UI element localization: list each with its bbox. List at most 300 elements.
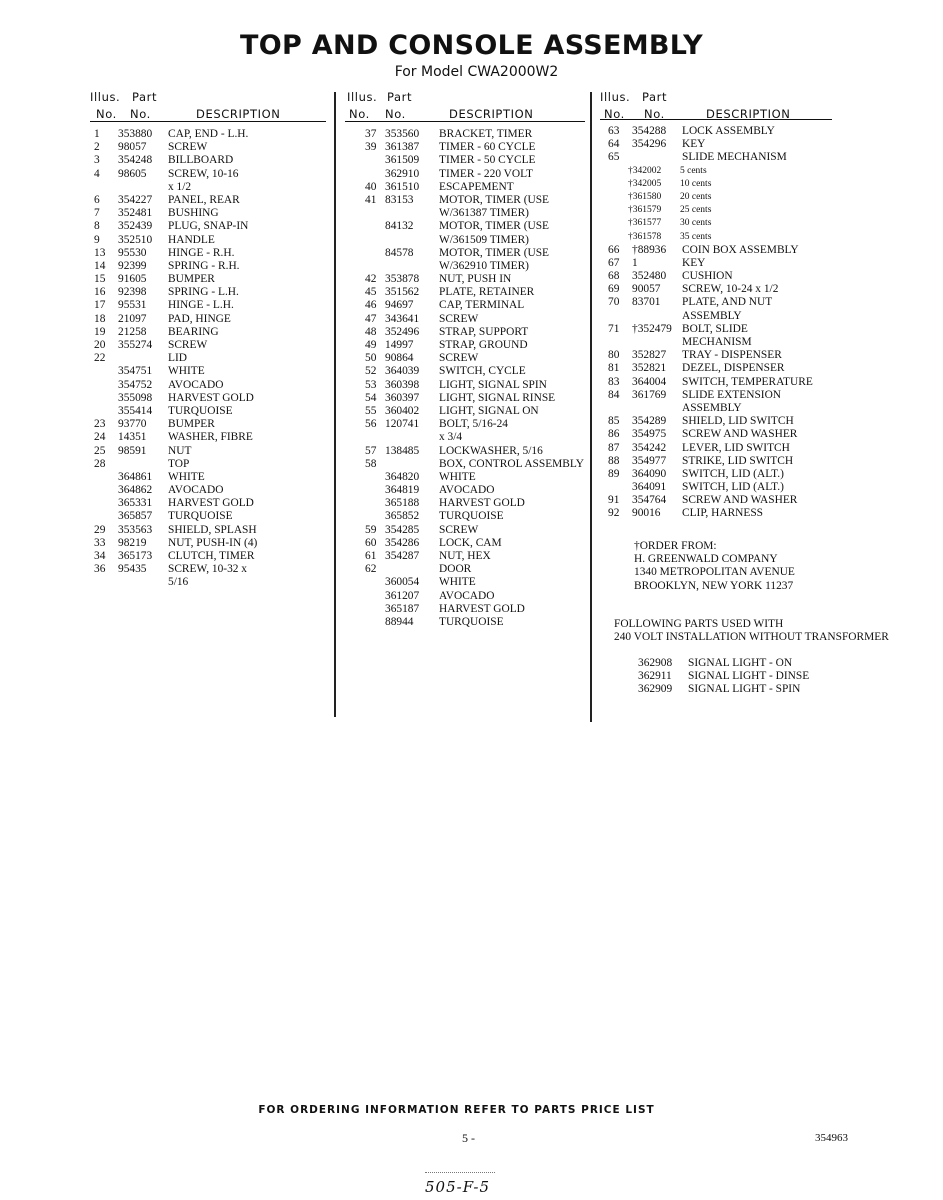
part-number: 90057 bbox=[632, 283, 661, 296]
part-description: LOCK ASSEMBLY bbox=[682, 125, 775, 137]
table-row bbox=[90, 260, 326, 273]
header-description: DESCRIPTION bbox=[196, 107, 281, 121]
handwritten-note: 505-F-5 bbox=[425, 1178, 491, 1196]
table-row bbox=[90, 181, 326, 194]
part-number: 98591 bbox=[118, 444, 147, 457]
part-description: AVOCADO bbox=[439, 589, 495, 602]
illus-number: 87 bbox=[608, 441, 620, 454]
table-row bbox=[600, 428, 840, 441]
table-row bbox=[345, 141, 585, 154]
part-number: 361207 bbox=[385, 589, 420, 602]
table-row bbox=[345, 194, 585, 207]
table-row bbox=[600, 231, 840, 244]
part-description: TIMER - 60 CYCLE bbox=[439, 141, 536, 154]
table-row bbox=[90, 445, 326, 458]
part-number: 361387 bbox=[385, 141, 420, 154]
part-description: BUMPER bbox=[168, 273, 215, 286]
table-row bbox=[600, 296, 840, 309]
part-number: †352479 bbox=[632, 322, 672, 335]
column-divider bbox=[334, 92, 336, 717]
parts-list-1 bbox=[90, 128, 326, 590]
part-description: SWITCH, CYCLE bbox=[439, 365, 526, 378]
parts-column-3 bbox=[600, 88, 840, 521]
part-description: SCREW bbox=[168, 141, 208, 154]
divider bbox=[425, 1172, 495, 1173]
table-row bbox=[90, 313, 326, 326]
table-row bbox=[345, 524, 585, 537]
column-header bbox=[90, 88, 326, 122]
part-description: WHITE bbox=[168, 470, 205, 483]
part-number: 21097 bbox=[118, 312, 147, 325]
part-number: 354975 bbox=[632, 428, 667, 441]
illus-number: 67 bbox=[608, 256, 620, 269]
part-description: NUT, PUSH IN bbox=[439, 273, 512, 286]
illus-number: 34 bbox=[94, 550, 106, 562]
illus-number: 57 bbox=[365, 444, 377, 457]
part-description: MECHANISM bbox=[682, 336, 752, 348]
illus-number: 37 bbox=[365, 128, 377, 140]
table-row bbox=[345, 207, 585, 220]
illus-number: 91 bbox=[608, 494, 620, 507]
table-row bbox=[600, 376, 840, 389]
table-row bbox=[345, 563, 585, 576]
part-description: NUT, HEX bbox=[439, 550, 491, 562]
illus-number: 42 bbox=[365, 273, 377, 286]
table-row bbox=[90, 352, 326, 365]
table-row bbox=[90, 392, 326, 405]
table-row bbox=[90, 207, 326, 220]
header-underline bbox=[600, 119, 832, 120]
part-number: 352481 bbox=[118, 207, 153, 220]
illus-number: 8 bbox=[94, 220, 100, 233]
table-row bbox=[90, 510, 326, 523]
table-row bbox=[600, 389, 840, 402]
table-row bbox=[90, 286, 326, 299]
part-description: BUSHING bbox=[168, 207, 219, 220]
part-description: NUT, PUSH-IN (4) bbox=[168, 536, 258, 549]
table-row bbox=[90, 550, 326, 563]
table-row bbox=[90, 576, 326, 589]
illus-number: 89 bbox=[608, 467, 620, 480]
table-row bbox=[600, 178, 840, 191]
part-number: 95530 bbox=[118, 246, 147, 259]
table-row bbox=[90, 365, 326, 378]
illus-number: 46 bbox=[365, 299, 377, 312]
part-number: 364861 bbox=[118, 470, 153, 483]
part-description: BILLBOARD bbox=[168, 154, 234, 167]
part-number: †361578 bbox=[628, 231, 662, 242]
model-subtitle: For Model CWA2000W2 bbox=[394, 64, 559, 80]
header-illus: Illus. bbox=[600, 90, 631, 104]
table-row bbox=[90, 194, 326, 207]
part-description: CAP, END - L.H. bbox=[168, 128, 249, 140]
table-row bbox=[90, 563, 326, 576]
part-description: SPRING - R.H. bbox=[168, 259, 240, 272]
part-description: TURQUOISE bbox=[439, 615, 504, 628]
part-number: 83153 bbox=[385, 193, 414, 206]
illus-number: 66 bbox=[608, 243, 620, 256]
table-row bbox=[600, 468, 840, 481]
part-description: BOLT, 5/16-24 bbox=[439, 418, 508, 431]
header-description: DESCRIPTION bbox=[706, 107, 791, 121]
part-number: 92398 bbox=[118, 286, 147, 299]
part-number: 14997 bbox=[385, 339, 414, 351]
table-row bbox=[600, 402, 840, 415]
part-description: AVOCADO bbox=[168, 484, 224, 497]
part-number: †361577 bbox=[628, 218, 662, 229]
ordering-footer: FOR ORDERING INFORMATION REFER TO PARTS PRICE LIST bbox=[258, 1104, 655, 1116]
table-row bbox=[90, 168, 326, 181]
part-description: SCREW, 10-32 x bbox=[168, 563, 248, 576]
parts-list-3 bbox=[600, 125, 840, 521]
table-row bbox=[345, 181, 585, 194]
part-description: PLATE, AND NUT bbox=[682, 296, 773, 309]
part-number: 92399 bbox=[118, 259, 147, 272]
part-description: DOOR bbox=[439, 563, 472, 576]
part-description: WHITE bbox=[439, 576, 476, 589]
illus-number: 29 bbox=[94, 523, 106, 536]
part-number: 353878 bbox=[385, 273, 420, 286]
part-description: SCREW bbox=[439, 312, 479, 325]
illus-number: 92 bbox=[608, 507, 620, 520]
table-row bbox=[600, 415, 840, 428]
illus-number: 48 bbox=[365, 325, 377, 338]
table-row bbox=[600, 191, 840, 204]
illus-number: 36 bbox=[94, 563, 106, 576]
part-description: ASSEMBLY bbox=[682, 309, 742, 322]
page-number: 5 - bbox=[462, 1131, 475, 1145]
table-row bbox=[345, 260, 585, 273]
illus-number: 28 bbox=[94, 457, 106, 470]
order-line: 1340 METROPOLITAN AVENUE bbox=[634, 566, 795, 579]
part-number: 354751 bbox=[118, 365, 153, 378]
part-number: †342002 bbox=[628, 165, 662, 176]
part-number: 93770 bbox=[118, 418, 147, 431]
part-number: 360054 bbox=[385, 576, 420, 589]
voltage-note bbox=[614, 618, 889, 644]
table-row bbox=[345, 405, 585, 418]
note-line: 240 VOLT INSTALLATION WITHOUT TRANSFORMER bbox=[614, 631, 889, 644]
table-row bbox=[600, 165, 840, 178]
part-description: KEY bbox=[682, 256, 706, 269]
illus-number: 23 bbox=[94, 418, 106, 431]
illus-number: 54 bbox=[365, 391, 377, 404]
illus-number: 45 bbox=[365, 286, 377, 299]
table-row bbox=[600, 270, 840, 283]
part-description: LOCKWASHER, 5/16 bbox=[439, 444, 543, 457]
table-row bbox=[90, 247, 326, 260]
part-number: 1 bbox=[632, 256, 638, 269]
illus-number: 70 bbox=[608, 296, 620, 309]
header-description: DESCRIPTION bbox=[449, 107, 534, 121]
part-number: 353560 bbox=[385, 128, 420, 140]
table-row bbox=[345, 431, 585, 444]
illus-number: 71 bbox=[608, 322, 620, 335]
part-description: TURQUOISE bbox=[168, 404, 233, 417]
part-description: SCREW, 10-24 x 1/2 bbox=[682, 283, 779, 296]
illus-number: 88 bbox=[608, 454, 620, 467]
part-number: 351562 bbox=[385, 286, 420, 299]
part-description: CAP, TERMINAL bbox=[439, 299, 525, 312]
part-description: STRIKE, LID SWITCH bbox=[682, 454, 794, 467]
table-row bbox=[345, 220, 585, 233]
table-row bbox=[600, 138, 840, 151]
illus-number: 61 bbox=[365, 550, 377, 562]
table-row bbox=[345, 392, 585, 405]
illus-number: 68 bbox=[608, 270, 620, 283]
part-description: LIGHT, SIGNAL ON bbox=[439, 404, 539, 417]
part-description: WHITE bbox=[439, 470, 476, 483]
column-header bbox=[345, 88, 585, 122]
table-row bbox=[345, 510, 585, 523]
illus-number: 39 bbox=[365, 141, 377, 154]
header-part: Part bbox=[387, 90, 413, 104]
part-number: 353563 bbox=[118, 523, 153, 536]
part-number: 90016 bbox=[632, 507, 661, 520]
part-number: 95531 bbox=[118, 299, 147, 312]
header-no-part: No. bbox=[385, 107, 406, 121]
table-row bbox=[345, 326, 585, 339]
part-description: AVOCADO bbox=[168, 378, 224, 391]
part-description: W/362910 TIMER) bbox=[439, 259, 529, 272]
part-description: HINGE - L.H. bbox=[168, 299, 234, 312]
part-number: 88944 bbox=[385, 615, 414, 628]
part-description: COIN BOX ASSEMBLY bbox=[682, 243, 799, 256]
header-part: Part bbox=[642, 90, 668, 104]
parts-column-1 bbox=[90, 88, 326, 590]
illus-number: 63 bbox=[608, 125, 620, 137]
part-description: TURQUOISE bbox=[168, 510, 233, 523]
illus-number: 22 bbox=[94, 352, 106, 365]
order-line: †ORDER FROM: bbox=[634, 540, 717, 552]
part-number: 98219 bbox=[118, 536, 147, 549]
illus-number: 59 bbox=[365, 523, 377, 536]
illus-number: 81 bbox=[608, 362, 620, 375]
illus-number: 4 bbox=[94, 167, 100, 180]
part-description: LID bbox=[168, 352, 187, 365]
part-number: 354288 bbox=[632, 125, 667, 137]
part-number: 355274 bbox=[118, 339, 153, 351]
illus-number: 3 bbox=[94, 154, 100, 167]
part-description: SLIDE MECHANISM bbox=[682, 151, 787, 164]
parts-list-2 bbox=[345, 128, 585, 629]
part-number: 365173 bbox=[118, 550, 153, 562]
part-number: 355098 bbox=[118, 391, 153, 404]
table-row bbox=[600, 323, 840, 336]
part-number: 353880 bbox=[118, 128, 153, 140]
part-number: 352439 bbox=[118, 220, 153, 233]
part-description: SCREW bbox=[439, 352, 479, 365]
part-number: 354227 bbox=[118, 193, 153, 206]
table-row bbox=[600, 310, 840, 323]
part-description: LEVER, LID SWITCH bbox=[682, 441, 790, 454]
part-description: LOCK, CAM bbox=[439, 536, 502, 549]
part-number: †88936 bbox=[632, 243, 667, 256]
part-number: 354287 bbox=[385, 550, 420, 562]
part-description: TRAY - DISPENSER bbox=[682, 349, 782, 362]
illus-number: 15 bbox=[94, 273, 106, 286]
illus-number: 18 bbox=[94, 312, 106, 325]
table-row bbox=[90, 497, 326, 510]
table-row bbox=[90, 326, 326, 339]
part-number: 354764 bbox=[632, 494, 667, 507]
illus-number: 40 bbox=[365, 180, 377, 193]
part-description: NUT bbox=[168, 444, 192, 457]
table-row bbox=[345, 379, 585, 392]
table-row bbox=[345, 299, 585, 312]
part-description: HARVEST GOLD bbox=[439, 602, 525, 615]
table-row bbox=[345, 590, 585, 603]
part-number: 364039 bbox=[385, 365, 420, 378]
part-description: BOX, CONTROL ASSEMBLY bbox=[439, 457, 584, 470]
part-number: 364090 bbox=[632, 467, 667, 480]
table-row bbox=[345, 484, 585, 497]
illus-number: 41 bbox=[365, 193, 377, 206]
table-row bbox=[345, 550, 585, 563]
part-number: 138485 bbox=[385, 444, 420, 457]
part-number: 84132 bbox=[385, 220, 414, 233]
part-number: 83701 bbox=[632, 296, 661, 309]
table-row bbox=[600, 349, 840, 362]
table-row bbox=[345, 168, 585, 181]
table-row bbox=[90, 379, 326, 392]
order-line: BROOKLYN, NEW YORK 11237 bbox=[634, 579, 794, 592]
illus-number: 62 bbox=[365, 563, 377, 576]
part-description: PANEL, REAR bbox=[168, 193, 240, 206]
header-no-illus: No. bbox=[604, 107, 625, 121]
illus-number: 1 bbox=[94, 128, 100, 140]
part-description: LIGHT, SIGNAL RINSE bbox=[439, 391, 556, 404]
part-number: 352496 bbox=[385, 325, 420, 338]
part-number: 90864 bbox=[385, 352, 414, 365]
part-number: 355414 bbox=[118, 404, 153, 417]
table-row bbox=[345, 273, 585, 286]
illus-number: 56 bbox=[365, 418, 377, 431]
table-row bbox=[600, 283, 840, 296]
table-row bbox=[90, 220, 326, 233]
header-no-illus: No. bbox=[96, 107, 117, 121]
part-description: 30 cents bbox=[680, 218, 712, 229]
part-number: 98057 bbox=[118, 141, 147, 154]
illus-number: 16 bbox=[94, 286, 106, 299]
table-row bbox=[90, 154, 326, 167]
table-row bbox=[90, 418, 326, 431]
part-description: AVOCADO bbox=[439, 484, 495, 497]
part-description: SCREW AND WASHER bbox=[682, 494, 798, 507]
document-number: 354963 bbox=[815, 1132, 848, 1144]
part-description: BRACKET, TIMER bbox=[439, 128, 533, 140]
table-row bbox=[90, 431, 326, 444]
part-number: 360398 bbox=[385, 378, 420, 391]
part-number: †361580 bbox=[628, 191, 662, 202]
table-row bbox=[600, 494, 840, 507]
order-line: H. GREENWALD COMPANY bbox=[634, 553, 778, 566]
part-number: 98605 bbox=[118, 167, 147, 180]
part-number: 364862 bbox=[118, 484, 153, 497]
illus-number: 6 bbox=[94, 193, 100, 206]
part-description: SLIDE EXTENSION bbox=[682, 388, 782, 401]
table-row bbox=[345, 576, 585, 589]
table-row bbox=[90, 405, 326, 418]
part-number: 364004 bbox=[632, 375, 667, 388]
part-number: 354242 bbox=[632, 441, 667, 454]
part-description: TURQUOISE bbox=[439, 510, 504, 523]
table-row bbox=[345, 313, 585, 326]
illus-number: 80 bbox=[608, 349, 620, 362]
part-description: WHITE bbox=[168, 365, 205, 378]
illus-number: 13 bbox=[94, 246, 106, 259]
table-row bbox=[600, 481, 840, 494]
column-divider bbox=[590, 92, 592, 722]
page-title: TOP AND CONSOLE ASSEMBLY bbox=[240, 30, 703, 61]
table-row bbox=[345, 154, 585, 167]
order-from-block bbox=[634, 540, 795, 593]
column-header bbox=[600, 88, 840, 121]
part-number: 354289 bbox=[632, 415, 667, 428]
illus-number: 60 bbox=[365, 536, 377, 549]
part-description: x 3/4 bbox=[439, 431, 463, 444]
illus-number: 69 bbox=[608, 283, 620, 296]
table-row bbox=[600, 336, 840, 349]
table-row bbox=[600, 125, 840, 138]
parts-column-2 bbox=[345, 88, 585, 629]
part-number: 352480 bbox=[632, 270, 667, 283]
part-description: SCREW bbox=[168, 339, 208, 351]
part-number: 354286 bbox=[385, 536, 420, 549]
table-row bbox=[90, 471, 326, 484]
header-part: Part bbox=[132, 90, 158, 104]
part-number: 21258 bbox=[118, 325, 147, 338]
part-description: PLATE, RETAINER bbox=[439, 286, 535, 299]
part-description: TIMER - 50 CYCLE bbox=[439, 154, 536, 167]
table-row bbox=[345, 365, 585, 378]
illus-number: 84 bbox=[608, 388, 620, 401]
table-row bbox=[90, 484, 326, 497]
part-number: 95435 bbox=[118, 563, 147, 576]
part-description: HARVEST GOLD bbox=[168, 391, 254, 404]
illus-number: 55 bbox=[365, 404, 377, 417]
table-row bbox=[345, 616, 585, 629]
illus-number: 9 bbox=[94, 233, 100, 246]
part-number: 361509 bbox=[385, 154, 420, 167]
part-description: 35 cents bbox=[680, 231, 712, 242]
part-description: 5 cents bbox=[680, 165, 707, 176]
illus-number: 25 bbox=[94, 444, 106, 457]
illus-number: 33 bbox=[94, 536, 106, 549]
part-number: 354248 bbox=[118, 154, 153, 167]
part-description: SWITCH, LID (ALT.) bbox=[682, 467, 784, 480]
part-description: KEY bbox=[682, 138, 706, 151]
table-row bbox=[600, 217, 840, 230]
part-description: SWITCH, TEMPERATURE bbox=[682, 375, 813, 388]
table-row bbox=[345, 458, 585, 471]
header-illus: Illus. bbox=[90, 90, 121, 104]
table-row bbox=[90, 339, 326, 352]
part-description: CLUTCH, TIMER bbox=[168, 550, 255, 562]
part-number: 84578 bbox=[385, 246, 414, 259]
illus-number: 17 bbox=[94, 299, 106, 312]
part-description: SCREW AND WASHER bbox=[682, 428, 798, 441]
illus-number: 85 bbox=[608, 415, 620, 428]
part-number: 120741 bbox=[385, 418, 420, 431]
part-description: SHIELD, SPLASH bbox=[168, 523, 257, 536]
part-description: x 1/2 bbox=[168, 180, 192, 193]
table-row bbox=[345, 247, 585, 260]
part-number: 352827 bbox=[632, 349, 667, 362]
part-description: MOTOR, TIMER (USE bbox=[439, 246, 550, 259]
table-row bbox=[90, 537, 326, 550]
part-number: 354752 bbox=[118, 378, 153, 391]
